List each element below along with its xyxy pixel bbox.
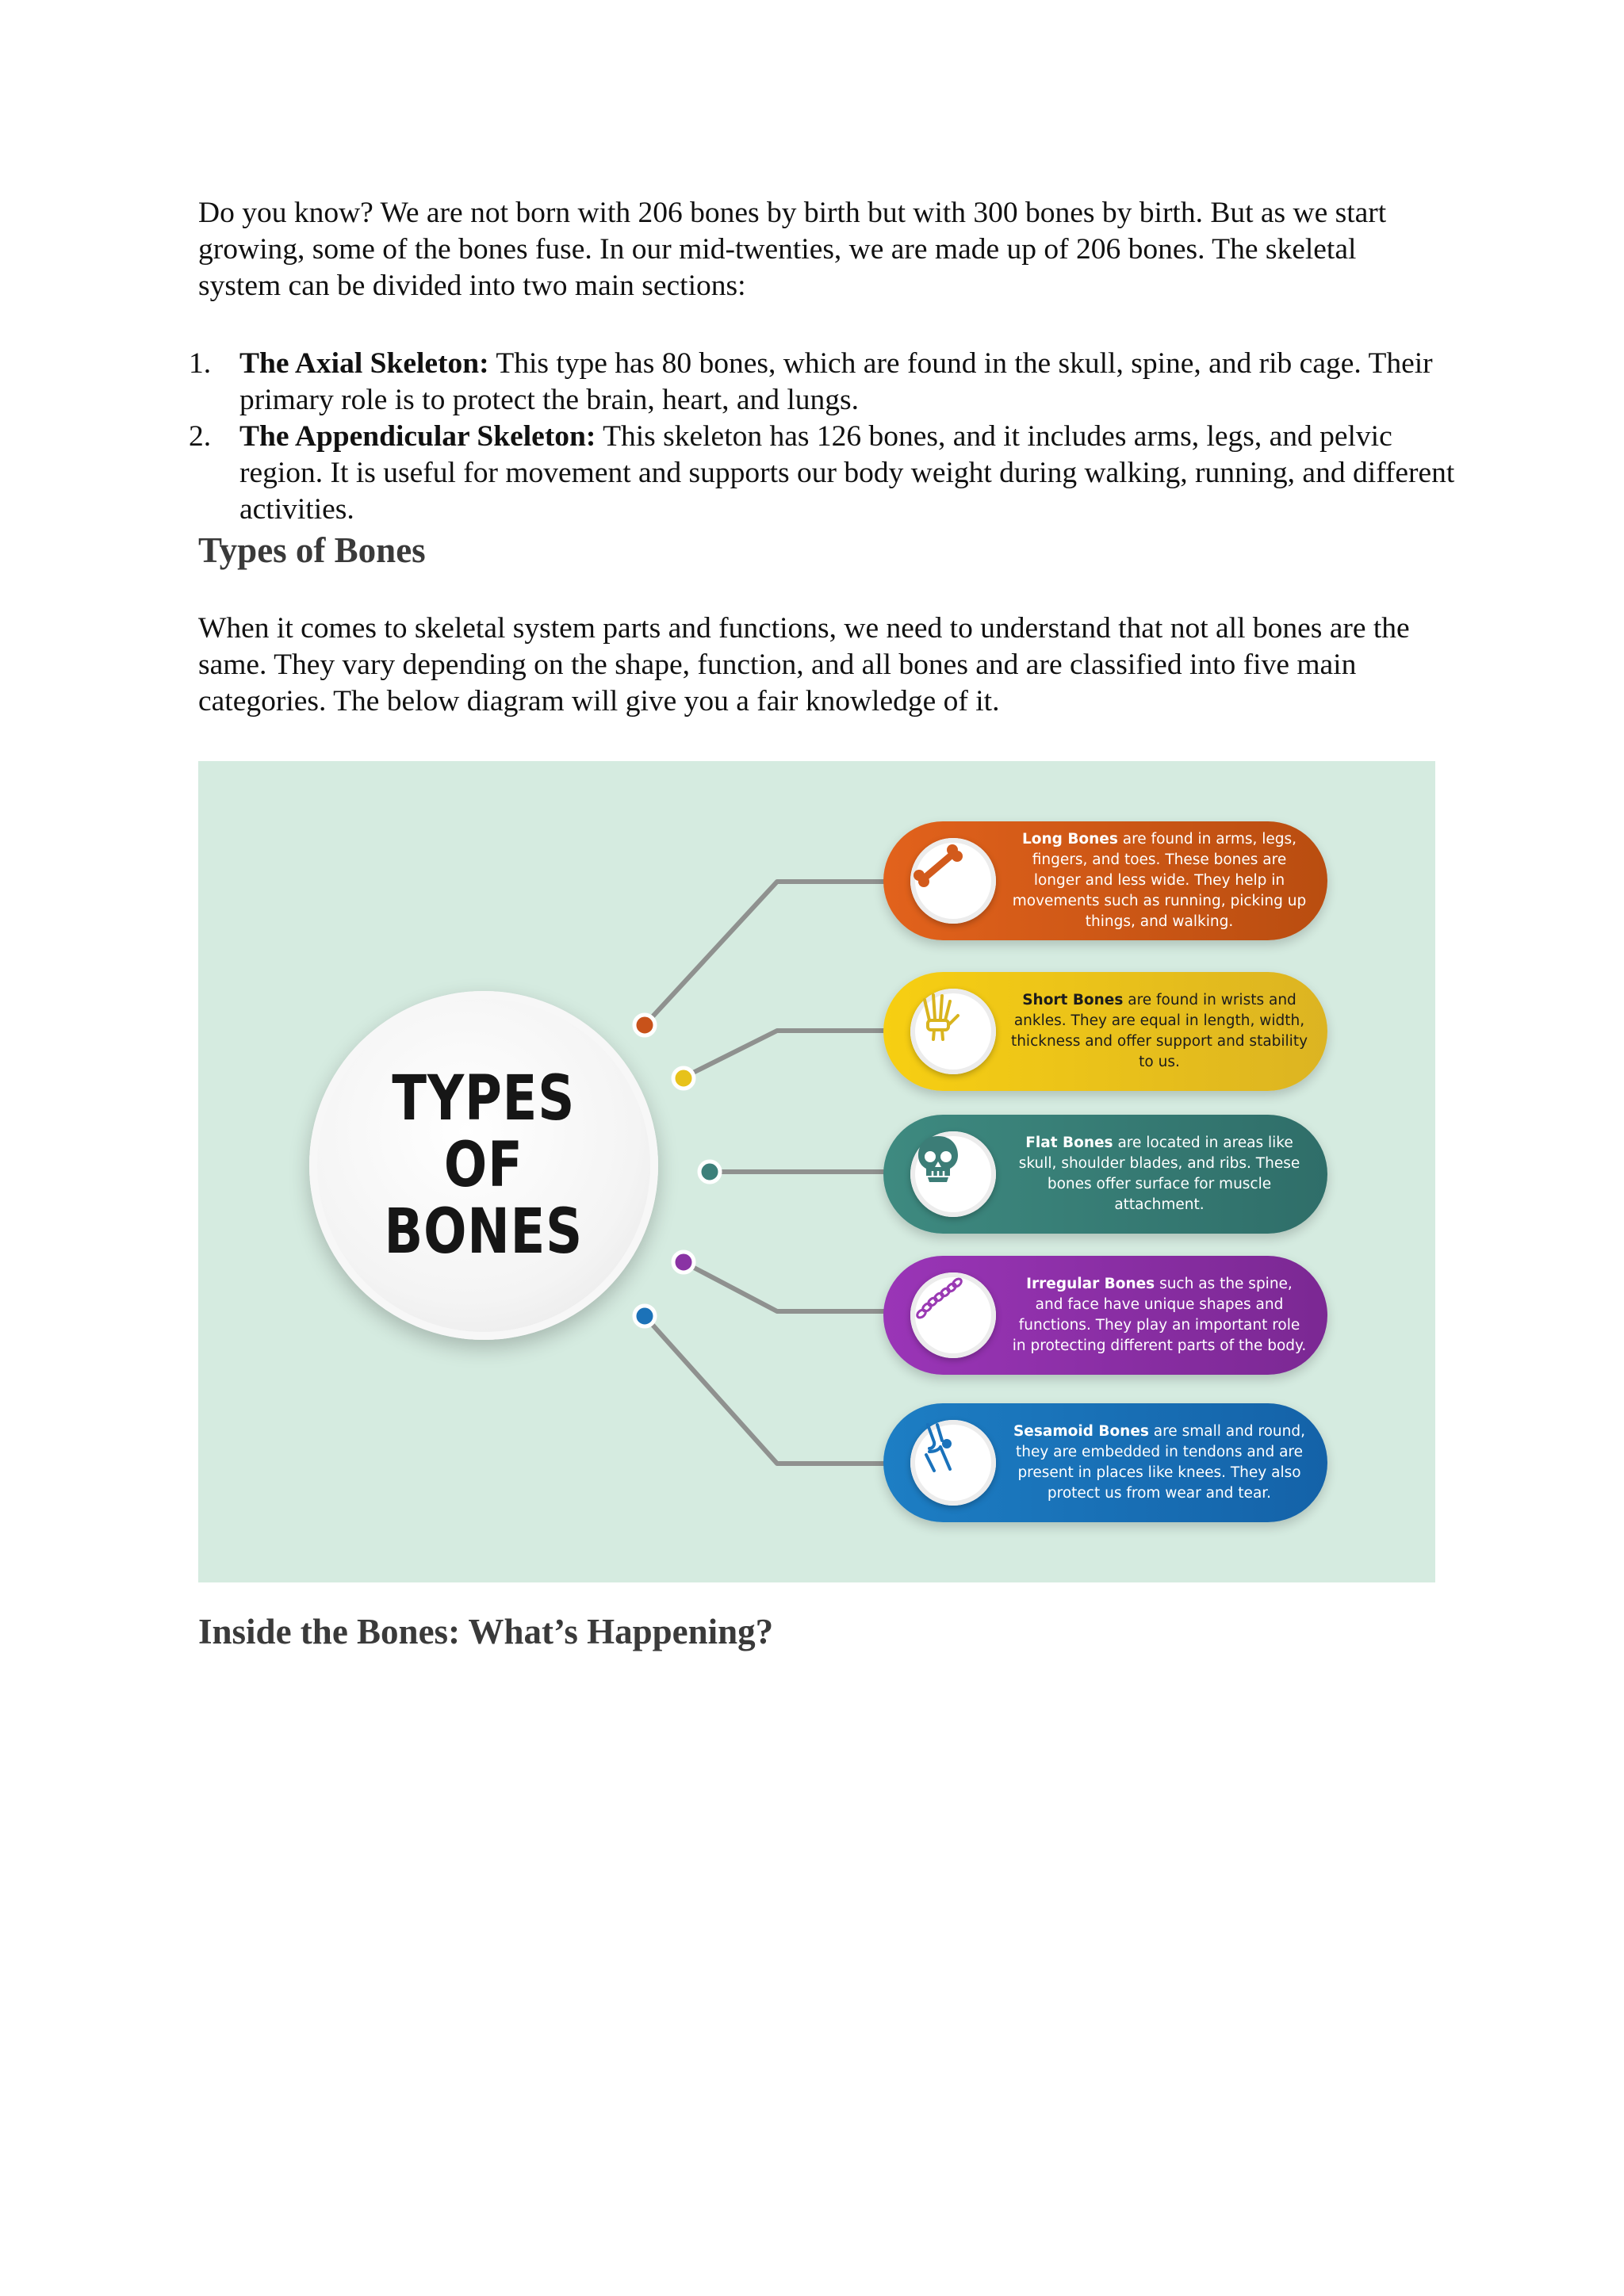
skull-icon [910, 1131, 996, 1217]
sesamoid-bones-description [1010, 1403, 1308, 1522]
card-term: Short Bones [1022, 992, 1124, 1008]
knee-icon [910, 1420, 996, 1506]
irregular-bones-card [883, 1256, 1327, 1375]
dot-irregular [673, 1252, 694, 1272]
intro-paragraph: Do you know? We are not born with 206 bones by birth but with 300 bones by birth. But as we start growing, some of the bones fuse. In our mid-twenties, we are made up of 206 bones. The skeletal system can be divided into two main sections: [198, 197, 1387, 302]
card-term: Flat Bones [1025, 1135, 1113, 1151]
dot-short [673, 1068, 694, 1089]
types-heading: Types of Bones [198, 530, 426, 570]
flat-bones-card [883, 1115, 1327, 1234]
dot-flat [699, 1161, 720, 1182]
card-term: Long Bones [1021, 831, 1118, 848]
list-item [182, 419, 1467, 528]
list-item [182, 346, 1467, 419]
types-intro-paragraph: When it comes to skeletal system parts and functions, we need to understand that not all bones are the same. They vary depending on the shape, function, and all bones and are classified into five main categories. The below diagram will give you a fair knowledge of it. [198, 612, 1410, 718]
section-text: This type has 80 bones, which are found in the skull, spine, and rib cage. Their primary role is to protect the brain, heart, and lungs. [239, 347, 1433, 416]
short-bones-card [883, 972, 1327, 1091]
connector-sesamoid [645, 1316, 885, 1464]
hub-title: TYPES OF BONES [384, 1063, 584, 1268]
card-text: are small and round, they are embedded in tendons and are present in places like knees. They also protect us from wear and tear. [1015, 1423, 1306, 1502]
spine-icon [910, 1272, 996, 1358]
section-text: This skeleton has 126 bones, and it includes arms, legs, and pelvic region. It is useful for movement and supports our body weight during walking, running, and different activities. [239, 420, 1455, 526]
connector-short [682, 1031, 885, 1078]
types-of-bones-infographic [198, 761, 1435, 1582]
card-text: are located in areas like skull, shoulder blades, and ribs. These bones offer surface for muscle attachment. [1018, 1135, 1300, 1213]
connector-irregular [684, 1262, 885, 1311]
skeleton-sections-list [182, 346, 1467, 528]
dot-sesamoid [634, 1306, 655, 1326]
bone-icon [910, 838, 996, 924]
types-of-bones-hub [309, 991, 658, 1340]
list-number: 2. [189, 420, 212, 453]
card-text: such as the spine, and face have unique shapes and functions. They play an important role in protecting different parts of the body. [1012, 1276, 1307, 1354]
long-bones-card [883, 821, 1327, 940]
card-text: are found in arms, legs, fingers, and toes. These bones are longer and less wide. They help in movements such as running, picking up things, and walking. [1012, 831, 1307, 930]
short-bones-description [1010, 972, 1308, 1091]
section-term: The Appendicular Skeleton: [239, 420, 596, 453]
card-term: Sesamoid Bones [1013, 1423, 1149, 1440]
inside-bones-heading: Inside the Bones: What’s Happening? [198, 1612, 774, 1651]
connector-long [645, 882, 885, 1025]
long-bones-description [1010, 821, 1308, 940]
flat-bones-description [1010, 1115, 1308, 1234]
dot-long [634, 1015, 655, 1035]
sesamoid-bones-card [883, 1403, 1327, 1522]
irregular-bones-description [1010, 1256, 1308, 1375]
list-number: 1. [189, 347, 212, 380]
hand-bones-icon [910, 989, 996, 1074]
section-term: The Axial Skeleton: [239, 347, 489, 380]
card-term: Irregular Bones [1026, 1276, 1155, 1292]
card-text: are found in wrists and ankles. They are equal in length, width, thickness and offer support and stability to us. [1010, 992, 1308, 1070]
